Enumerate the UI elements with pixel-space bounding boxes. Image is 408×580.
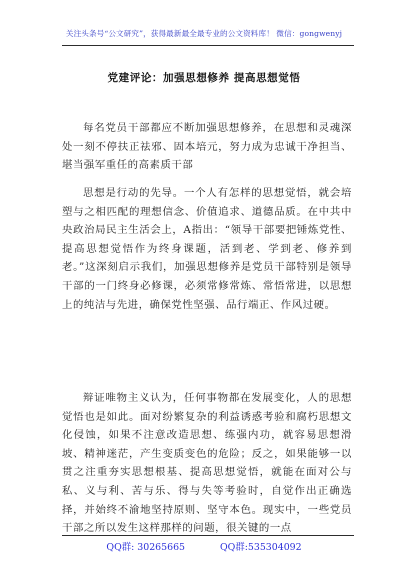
header-divider [62, 45, 354, 46]
footer-contact [0, 539, 408, 553]
footer-divider [62, 535, 354, 536]
paragraph: 思想是行动的先导。一个人有怎样的思想觉悟，就会培塑与之相匹配的理想信念、价值追求、道德品质。在中共中央政治局民主生活会上，A指出：“领导干部要把锤炼党性、提高思想觉悟作为终身课题，活到老、学到老、修养到老。”这深刻启示我们，加强思想修养是党员干部特别是领导干部的一门终身必修课，必须常修常炼、常悟常进，以思想上的纯洁与先进，确保党性坚强、品行端正、作风过硬。 [62, 187, 352, 311]
footer-qq-group-2: QQ群:535304092 [220, 542, 302, 553]
footer-qq-group-1: QQ群: 30265665 [106, 542, 186, 553]
header-promo-note: 关注头条号“公文研究”，获得最新最全最专业的公文资料库！ 微信：gongwenyj [65, 29, 343, 38]
paragraph-2-block [62, 184, 352, 314]
document-title: 党建评论：加强思想修养 提高思想觉悟 [107, 72, 301, 84]
paragraph-1-block [62, 119, 352, 175]
paragraph: 辩证唯物主义认为，任何事物都在发展变化，人的思想觉悟也是如此。面对纷繁复杂的利益诱惑考验和腐朽思想文化侵蚀，如果不注意改造思想、练强内功，就容易思想滑坡、精神迷茫，产生变质变色的危险；反之，如果能够一以贯之注重夯实思想根基、提高思想觉悟，就能在面对公与私、义与利、苦与乐、得与失等考验时，自觉作出正确选择，并始终不渝地坚持原则、坚守本色。现实中，一些党员干部之所以发生这样那样的问题，很关键的一点 [62, 392, 352, 535]
paragraph-3-block [62, 389, 352, 538]
paragraph: 每名党员干部都应不断加强思想修养，在思想和灵魂深处一刻不停扶正祛邪、固本培元，努力成为忠诚干净担当、堪当强军重任的高素质干部 [62, 122, 352, 172]
